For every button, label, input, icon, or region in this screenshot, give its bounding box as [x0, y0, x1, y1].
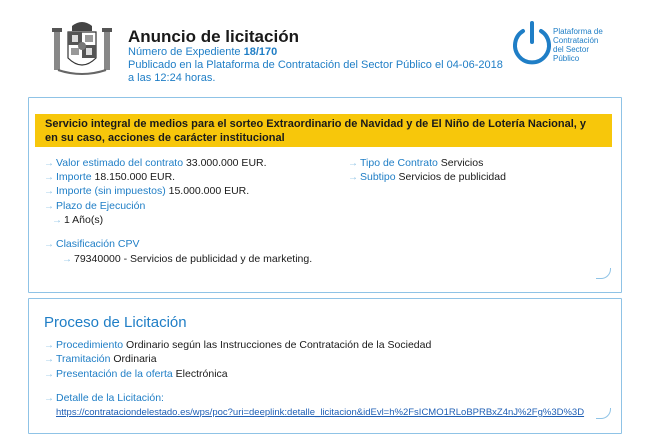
- arrow-right-icon: →: [52, 215, 62, 226]
- procedimiento-row: [44, 339, 431, 352]
- platform-name: [553, 27, 613, 63]
- contract-title: [45, 117, 610, 145]
- tramitacion-value: Ordinaria: [113, 353, 157, 365]
- platform-name-line: Plataforma de: [553, 27, 603, 36]
- tipo-contrato-value: Servicios: [440, 157, 484, 169]
- clasificacion-cpv-value-row: [62, 253, 312, 266]
- coat-of-arms-icon: [52, 18, 112, 80]
- tramitacion-row: [44, 353, 157, 366]
- presentacion-oferta-label: Presentación de la oferta: [56, 368, 173, 380]
- subtipo-label: Subtipo: [360, 171, 396, 183]
- clasificacion-cpv-row: [44, 238, 139, 251]
- contract-title-line: Servicio integral de medios para el sorteo Extraordinario de Navidad y de El Niño de Lotería Nacional, y: [45, 118, 586, 130]
- expediente-label: Número de Expediente: [128, 46, 241, 58]
- arrow-right-icon: →: [44, 393, 54, 404]
- published-line-2: a las 12:24 horas.: [128, 72, 216, 84]
- importe-label: Importe: [56, 171, 92, 183]
- importe-row: [44, 171, 175, 184]
- published-line-1: Publicado en la Plataforma de Contratación del Sector Público el 04-06-2018: [128, 59, 503, 71]
- plazo-ejecucion-value: 1 Año(s): [64, 214, 104, 226]
- valor-estimado-value: 33.000.000 EUR.: [185, 157, 267, 169]
- tipo-contrato-row: [348, 157, 483, 170]
- subtipo-value: Servicios de publicidad: [398, 171, 506, 183]
- arrow-right-icon: →: [44, 201, 54, 212]
- platform-name-line: Público: [553, 54, 580, 63]
- arrow-right-icon: →: [44, 239, 54, 250]
- platform-logo-icon: [508, 20, 556, 68]
- clasificacion-cpv-label: Clasificación CPV: [56, 238, 140, 250]
- clasificacion-cpv-value: 79340000 - Servicios de publicidad y de marketing.: [74, 253, 313, 265]
- arrow-right-icon: →: [44, 340, 54, 351]
- valor-estimado-row: [44, 157, 267, 170]
- importe-sin-impuestos-value: 15.000.000 EUR.: [168, 185, 250, 197]
- expediente-value: 18/170: [243, 46, 278, 58]
- plazo-ejecucion-row: [44, 200, 145, 213]
- arrow-right-icon: →: [62, 254, 72, 265]
- presentacion-oferta-row: [44, 368, 228, 381]
- detalle-licitacion-label: Detalle de la Licitación:: [56, 392, 164, 404]
- plazo-ejecucion-value-row: [52, 214, 103, 227]
- importe-sin-impuestos-label: Importe (sin impuestos): [56, 185, 166, 197]
- page-title: Anuncio de licitación: [128, 27, 299, 46]
- proceso-section-title: Proceso de Licitación: [44, 314, 187, 331]
- arrow-right-icon: →: [44, 158, 54, 169]
- arrow-right-icon: →: [44, 172, 54, 183]
- presentacion-oferta-value: Electrónica: [175, 368, 228, 380]
- procedimiento-label: Procedimiento: [56, 339, 124, 351]
- detalle-licitacion-link[interactable]: https://contrataciondelestado.es/wps/poc?uri=deeplink:detalle_licitacion&idEvl=h%2FsICMO1RLoBPRBxZ4nJ%2Fg%3D%3D: [56, 407, 585, 418]
- platform-name-line: Contratación: [553, 36, 599, 45]
- valor-estimado-label: Valor estimado del contrato: [56, 157, 184, 169]
- importe-sin-impuestos-row: [44, 185, 249, 198]
- arrow-right-icon: →: [44, 186, 54, 197]
- subtipo-row: [348, 171, 506, 184]
- plazo-ejecucion-label: Plazo de Ejecución: [56, 200, 146, 212]
- contract-title-line: en su caso, acciones de carácter institucional: [45, 132, 285, 144]
- detalle-licitacion-row: [44, 392, 164, 405]
- arrow-right-icon: →: [348, 158, 358, 169]
- tramitacion-label: Tramitación: [56, 353, 111, 365]
- detalle-licitacion-link-row: [56, 406, 584, 419]
- expediente-line: [128, 46, 277, 59]
- tipo-contrato-label: Tipo de Contrato: [360, 157, 438, 169]
- arrow-right-icon: →: [348, 172, 358, 183]
- importe-value: 18.150.000 EUR.: [94, 171, 176, 183]
- arrow-right-icon: →: [44, 354, 54, 365]
- procedimiento-value: Ordinario según las Instrucciones de Contratación de la Sociedad: [126, 339, 432, 351]
- platform-name-line: del Sector: [553, 45, 590, 54]
- arrow-right-icon: →: [44, 369, 54, 380]
